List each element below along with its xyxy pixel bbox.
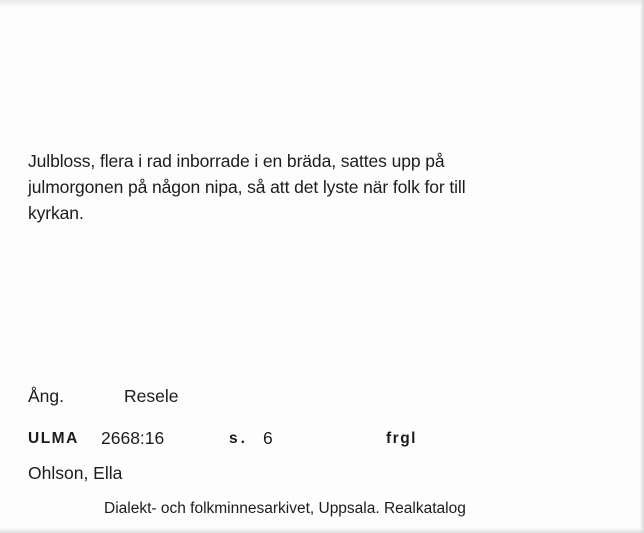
- record-text-line: Julbloss, flera i rad inborrade i en bräda, sattes upp på: [28, 151, 445, 171]
- archive-number: 2668:16: [101, 428, 165, 448]
- archive-code: ULMA: [28, 430, 79, 447]
- card-right-edge: [640, 0, 644, 533]
- record-text: [28, 148, 568, 226]
- page-number: 6: [263, 428, 273, 448]
- card-top-edge: [0, 0, 644, 7]
- place-value: Resele: [124, 386, 179, 406]
- page-label: s.: [229, 430, 248, 447]
- informant-name: Ohlson, Ella: [28, 463, 123, 483]
- archive-footer: Dialekt- och folkminnesarkivet, Uppsala. Realkatalog: [104, 500, 466, 517]
- record-text-line: julmorgonen på någon nipa, så att det lyste när folk for till: [28, 177, 466, 197]
- collection-code: frgl: [386, 430, 417, 447]
- record-text-line: kyrkan.: [28, 203, 84, 223]
- place-label: Ång.: [28, 386, 64, 406]
- card-bottom-edge: [0, 528, 644, 533]
